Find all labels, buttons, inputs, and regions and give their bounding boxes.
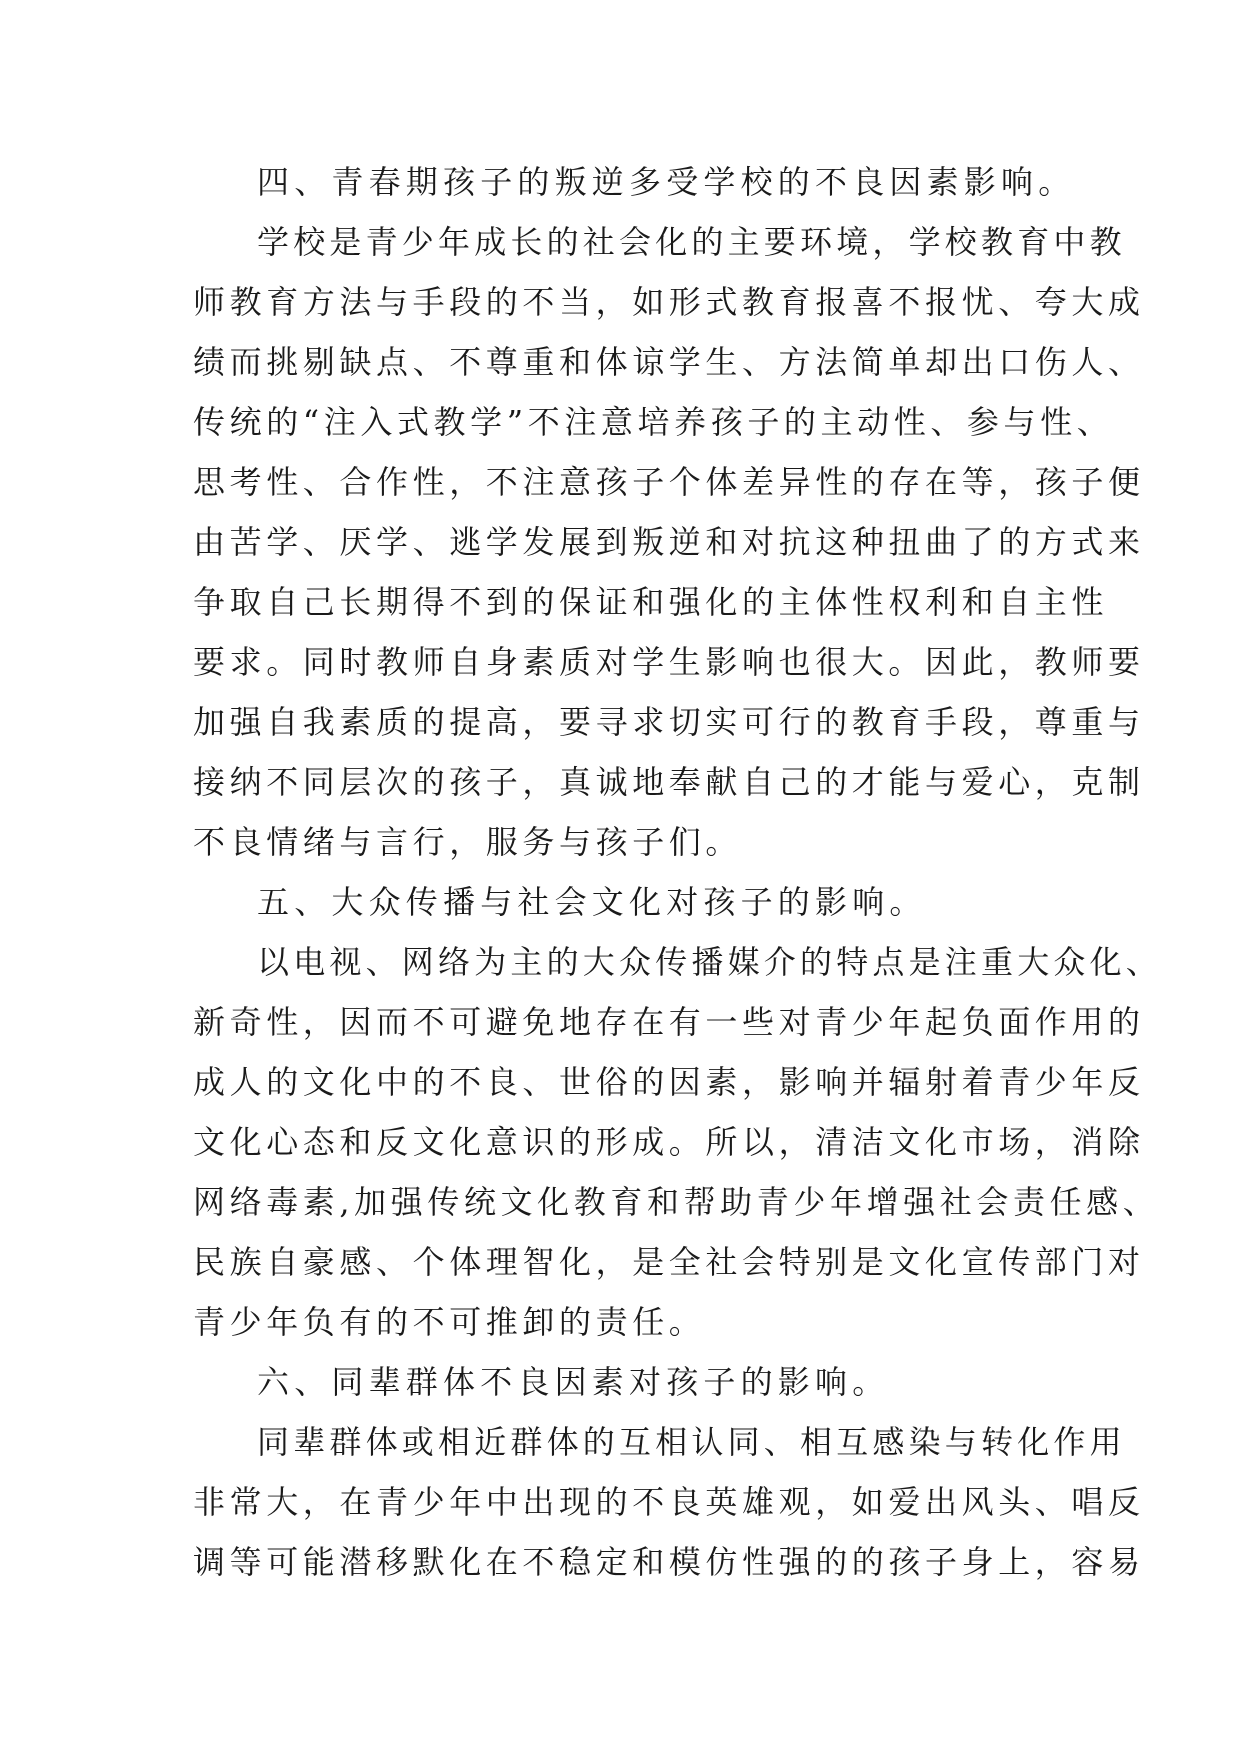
paragraph-line: 争取自己长期得不到的保证和强化的主体性权利和自主性: [193, 583, 1109, 621]
paragraph-line: 非常大，在青少年中出现的不良英雄观，如爱出风头、唱反: [193, 1483, 1145, 1521]
paragraph-line: 网络毒素,加强传统文化教育和帮助青少年增强社会责任感、: [193, 1183, 1160, 1221]
paragraph-line: 调等可能潜移默化在不稳定和模仿性强的的孩子身上，容易: [193, 1543, 1145, 1581]
paragraph-line: 接纳不同层次的孩子，真诚地奉献自己的才能与爱心，克制: [193, 763, 1145, 801]
paragraph-line: 要求。同时教师自身素质对学生影响也很大。因此，教师要: [193, 643, 1145, 681]
paragraph-line: 以电视、网络为主的大众传播媒介的特点是注重大众化、: [257, 943, 1163, 981]
paragraph-line: 不良情绪与言行，服务与孩子们。: [193, 823, 743, 861]
paragraph-line: 文化心态和反文化意识的形成。所以，清洁文化市场，消除: [193, 1123, 1145, 1161]
paragraph-line: 加强自我素质的提高，要寻求切实可行的教育手段，尊重与: [193, 703, 1145, 741]
paragraph-line: 绩而挑剔缺点、不尊重和体谅学生、方法简单却出口伤人、: [193, 343, 1145, 381]
section-heading-6: 六、同辈群体不良因素对孩子的影响。: [257, 1363, 890, 1401]
paragraph-line: 师教育方法与手段的不当，如形式教育报喜不报忧、夸大成: [193, 283, 1145, 321]
paragraph-line: 传统的“注入式教学”不注意培养孩子的主动性、参与性、: [193, 403, 1114, 441]
paragraph-line: 同辈群体或相近群体的互相认同、相互感染与转化作用: [257, 1423, 1126, 1461]
paragraph-line: 新奇性，因而不可避免地存在有一些对青少年起负面作用的: [193, 1003, 1145, 1041]
section-heading-4: 四、青春期孩子的叛逆多受学校的不良因素影响。: [257, 163, 1076, 201]
paragraph-line: 青少年负有的不可推卸的责任。: [193, 1303, 706, 1341]
paragraph-line: 思考性、合作性，不注意孩子个体差异性的存在等，孩子便: [193, 463, 1145, 501]
section-heading-5: 五、大众传播与社会文化对孩子的影响。: [257, 883, 927, 921]
paragraph-line: 由苦学、厌学、逃学发展到叛逆和对抗这种扭曲了的方式来: [193, 523, 1145, 561]
paragraph-line: 民族自豪感、个体理智化，是全社会特别是文化宣传部门对: [193, 1243, 1145, 1281]
paragraph-line: 成人的文化中的不良、世俗的因素，影响并辐射着青少年反: [193, 1063, 1145, 1101]
paragraph-line: 学校是青少年成长的社会化的主要环境，学校教育中教: [257, 223, 1126, 261]
